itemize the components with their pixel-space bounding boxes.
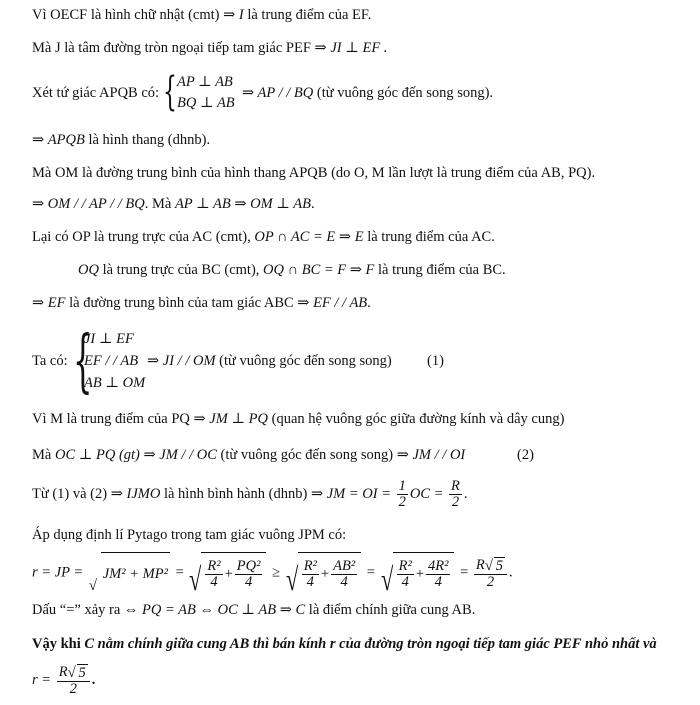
line-8: OQ là trung trực của BC (cmt), OQ ∩ BC = F ⇒ F là trung điểm của BC.	[78, 262, 506, 278]
equation-number-1: (1)	[427, 353, 444, 369]
equation-number-2: (2)	[517, 447, 534, 463]
system-2-row-1: JI ⊥ EF	[84, 331, 134, 347]
sqrt-r2-pq2: √ $\frac{\text{R²}}{4}$ + $\frac{\text{PQ²}}{4}$	[189, 552, 266, 594]
system-2-row-3: AB ⊥ OM	[84, 375, 146, 391]
system-2-row-2: EF / / AB	[84, 353, 139, 369]
line-16: Dấu “=” xảy ra ⇔ PQ = AB ⇔ OC ⊥ AB ⇒ C là điểm chính giữa cung AB.	[32, 602, 476, 618]
line-4: ⇒ APQB là hình thang (dhnb).	[32, 132, 211, 148]
sqrt-r2-ab2: √ $\frac{\text{R²}}{4}$ + $\frac{\text{AB²}}{4}$	[286, 552, 361, 594]
brace-1: {	[163, 69, 177, 115]
line-14: Áp dụng định lí Pytago trong tam giác vuông JPM có:	[32, 527, 347, 543]
line-10: Ta có:	[32, 353, 68, 369]
line-17-conclusion: Vậy khi C nằm chính giữa cung AB thì bán kính r của đường tròn ngoại tiếp tam giác PEF nhỏ nhất và	[32, 636, 657, 652]
fraction-r-sqrt5-half: R √ 5 2	[474, 557, 507, 590]
line-9: ⇒ EF là đường trung bình của tam giác ABC ⇒ EF / / AB.	[32, 295, 371, 311]
fraction-r-half: $\frac{R}{2}$	[451, 478, 460, 511]
system-1-row-1: AP ⊥ AB	[177, 74, 233, 90]
brace-2: {	[73, 322, 93, 401]
system-1-row-2: BQ ⊥ AB	[177, 95, 235, 111]
line-10-result: ⇒ JI / / OM (từ vuông góc đến song song)	[147, 353, 392, 369]
sqrt-jm-mp: √ JM² + MP²	[89, 552, 170, 594]
fraction-final: R √ 5 2	[57, 664, 90, 697]
line-12: Mà OC ⊥ PQ (gt) ⇒ JM / / OC (từ vuông góc đến song song) ⇒ JM / / OI	[32, 447, 466, 463]
line-18-final-value: r = R √ 5 2 .	[32, 664, 96, 698]
line-1: Vì OECF là hình chữ nhật (cmt) ⇒ I là trung điểm của EF.	[32, 7, 372, 23]
line-13: Từ (1) và (2) ⇒ IJMO là hình bình hành (dhnb) ⇒ JM = OI = $\frac{1}{2}$ OC = $\frac{R}{2}$ .	[32, 478, 468, 511]
line-5: Mà OM là đường trung bình của hình thang APQB (do O, M lần lượt là trung điểm của AB, PQ).	[32, 165, 596, 181]
line-11: Vì M là trung điểm của PQ ⇒ JM ⊥ PQ (quan hệ vuông góc giữa đường kính và dây cung)	[32, 411, 565, 427]
line-15-pythagoras: r = JP = √ JM² + MP² = √ $\frac{\text{R²}}{4}$ + $\frac{\text{PQ²}}{4}$ ≥ √ $\frac{\text{R²}}{4}$ + $\frac{\text{AB²}}{4}$ = √ $\frac{\text{R²}}{4}$ + $\frac{\text{4R²}}{4}$ = R √ 5 2 .	[32, 552, 513, 594]
fraction-one-half: $\frac{1}{2}$	[398, 478, 406, 511]
line-7: Lại có OP là trung trực của AC (cmt), OP ∩ AC = E ⇒ E là trung điểm của AC.	[32, 229, 495, 245]
sqrt-r2-4r2: √ $\frac{\text{R²}}{4}$ + $\frac{\text{4R²}}{4}$	[381, 552, 455, 594]
line-6: ⇒ OM / / AP / / BQ. Mà AP ⊥ AB ⇒ OM ⊥ AB.	[32, 196, 315, 212]
line-2: Mà J là tâm đường tròn ngoại tiếp tam giác PEF ⇒ JI ⊥ EF .	[32, 40, 388, 56]
line-3-result: ⇒ AP / / BQ (từ vuông góc đến song song).	[242, 85, 494, 101]
line-3: Xét tứ giác APQB có:	[32, 85, 160, 101]
